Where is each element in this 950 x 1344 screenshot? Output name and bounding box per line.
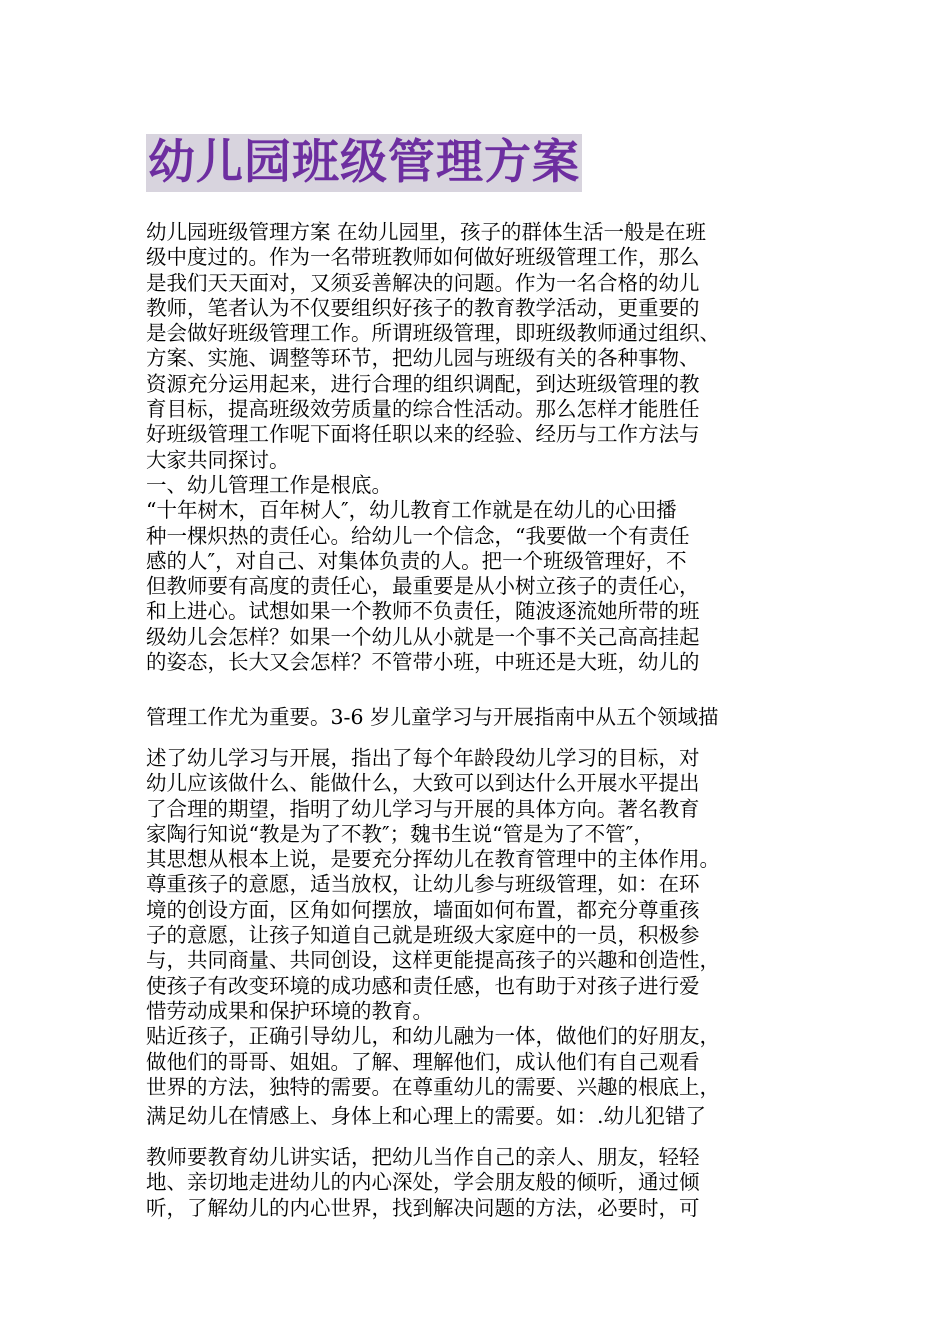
text-line: 世界的方法，独特的需要。在尊重幼儿的需要、兴趣的根底上，: [146, 1074, 720, 1099]
text-line: 幼儿园班级管理方案 在幼儿园里，孩子的群体生活一般是在班: [146, 220, 707, 244]
text-line: 听，了解幼儿的内心世界，找到解决问题的方法，必要时，可: [146, 1195, 700, 1220]
text-line: 育目标，提高班级效劳质量的综合性活动。那么怎样才能胜任: [146, 397, 700, 422]
text-line: 方案、实施、调整等环节，把幼儿园与班级有关的各种事物、: [146, 346, 700, 371]
text-line: 级中度过的。作为一名带班教师如何做好班级管理工作，那么: [146, 245, 700, 270]
text-line: 好班级管理工作呢下面将任职以来的经验、经历与工作方法与: [146, 422, 700, 447]
text-line: 惜劳动成果和保护环境的教育。: [146, 998, 433, 1023]
text-line: 其思想从根本上说，是要充分挥幼儿在教育管理中的主体作用。: [146, 847, 720, 872]
paragraph-block-3: [146, 746, 846, 1100]
text-line: 幼儿应该做什么、能做什么，大致可以到达什么开展水平提出: [146, 771, 700, 796]
document-title: 幼儿园班级管理方案: [148, 135, 580, 190]
section-heading: 一、幼儿管理工作是根底。: [146, 472, 392, 497]
text-line: 与，共同商量、共同创设，这样更能提高孩子的兴趣和创造性，: [146, 948, 720, 973]
text-line: 种一棵炽热的责任心。给幼儿一个信念，“我要做一个有责任: [146, 523, 690, 548]
text-line: 的姿态，长大又会怎样？不管带小班，中班还是大班，幼儿的: [146, 650, 700, 675]
text-line: 满足幼儿在情感上、身体上和心理上的需要。如：.幼儿犯错了: [146, 1104, 707, 1128]
paragraph-block-1: [146, 220, 846, 675]
text-line: 级幼儿会怎样？如果一个幼儿从小就是一个事不关己高高挂起: [146, 624, 700, 649]
text-line: 但教师要有高度的责任心，最重要是从小树立孩子的责任心，: [146, 574, 700, 599]
text-line: 子的意愿，让孩子知道自己就是班级大家庭中的一员，积极参: [146, 923, 700, 948]
text-line: 了合理的期望，指明了幼儿学习与开展的具体方向。著名教育: [146, 796, 700, 821]
text-line: 资源充分运用起来，进行合理的组织调配，到达班级管理的教: [146, 371, 700, 396]
text-line: 述了幼儿学习与开展，指出了每个年龄段幼儿学习的目标，对: [146, 746, 700, 770]
paragraph-block-2: [146, 705, 846, 730]
text-line: 地、亲切地走进幼儿的内心深处，学会朋友般的倾听，通过倾: [146, 1170, 700, 1195]
text-line: 管理工作尤为重要。3-6 岁儿童学习与开展指南中从五个领域描: [146, 705, 719, 729]
text-line: 是会做好班级管理工作。所谓班级管理，即班级教师通过组织、: [146, 321, 720, 346]
text-line: 尊重孩子的意愿，适当放权，让幼儿参与班级管理，如：在环: [146, 872, 700, 897]
text-line: 贴近孩子，正确引导幼儿，和幼儿融为一体，做他们的好朋友，: [146, 1024, 720, 1049]
text-line: 教师要教育幼儿讲实话，把幼儿当作自己的亲人、朋友，轻轻: [146, 1145, 700, 1169]
paragraph-block-5: [146, 1145, 846, 1221]
text-line: 是我们天天面对，又须妥善解决的问题。作为一名合格的幼儿: [146, 270, 700, 295]
paragraph-block-4: [146, 1104, 846, 1129]
text-line: 大家共同探讨。: [146, 447, 290, 472]
text-line: 和上进心。试想如果一个教师不负责任，随波逐流她所带的班: [146, 599, 700, 624]
text-line: 境的创设方面，区角如何摆放，墙面如何布置，都充分尊重孩: [146, 897, 700, 922]
text-line: 家陶行知说“教是为了不教″；魏书生说“管是为了不管″，: [146, 821, 654, 846]
text-line: 感的人″，对自己、对集体负责的人。把一个班级管理好，不: [146, 548, 687, 573]
text-line: 做他们的哥哥、姐姐。了解、理解他们，成认他们有自己观看: [146, 1049, 700, 1074]
text-line: 使孩子有改变环境的成功感和责任感，也有助于对孩子进行爱: [146, 973, 700, 998]
text-line: 教师，笔者认为不仅要组织好孩子的教育教学活动，更重要的: [146, 295, 700, 320]
text-line: “十年树木，百年树人″，幼儿教育工作就是在幼儿的心田播: [146, 498, 677, 523]
